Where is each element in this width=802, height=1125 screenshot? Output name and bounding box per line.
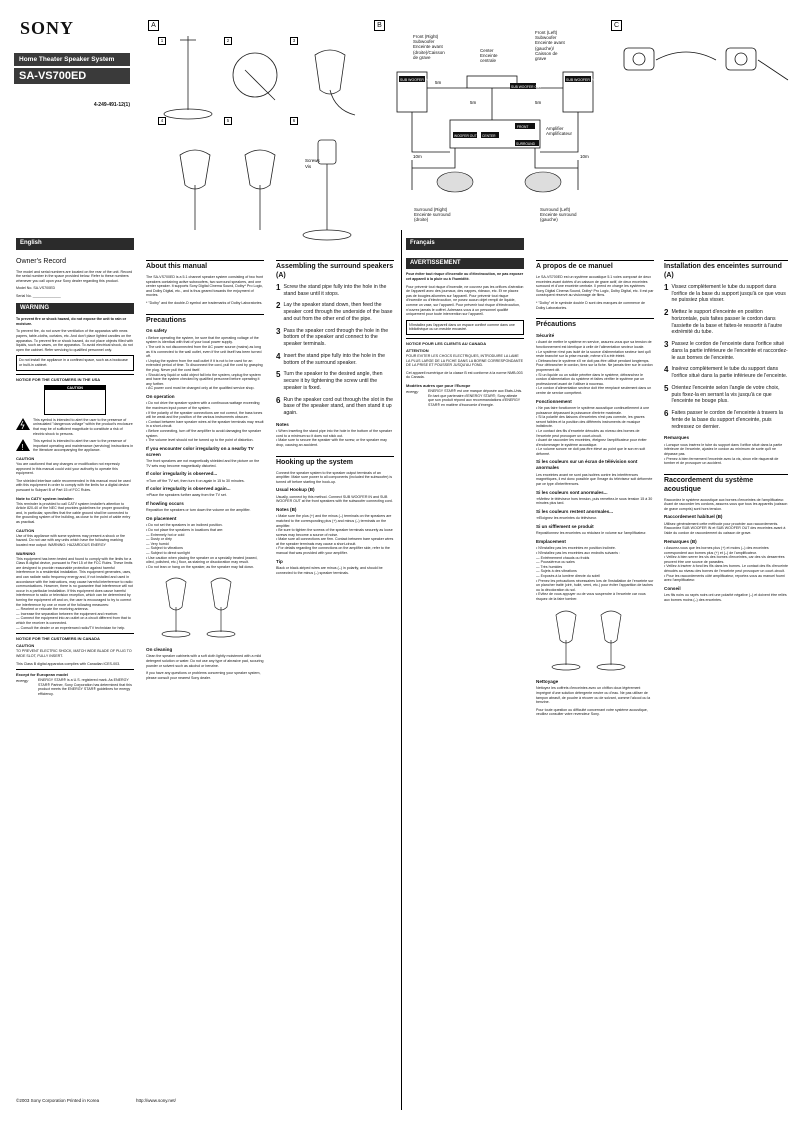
assembling-heading: Assembling the surround speakers (A) (276, 260, 394, 281)
precautions-heading: Precautions (146, 314, 264, 326)
placement-illustration-fr (536, 605, 646, 675)
surround-left-label: Surround (Left) Enceinte surround (gauche) (540, 207, 577, 223)
apropos-heading: A propos de ce manuel (536, 260, 654, 272)
hooking-heading: Hooking up the system (276, 456, 394, 468)
step-num-6: 6 (290, 117, 298, 125)
english-tab: English (16, 238, 134, 250)
svg-text:SUB WOOFER IN: SUB WOOFER IN (400, 78, 429, 82)
en-step-3: 3 Pass the speaker cord through the hole in the bottom of the speaker and connect to the speaker terminals. (276, 326, 389, 348)
front-left-label: Front (Left) Subwoofer Enceinte avant (gauche)/ Caisson de grave (535, 30, 565, 61)
svg-text:5m: 5m (535, 100, 542, 105)
part-number: 4-249-491-12(1) (93, 102, 130, 108)
fr-step-5: 5 Orientez l'enceinte selon l'angle de votre choix, puis fixez-la en serrant la vis jusqu'à ce que l'enceinte ne bouge plus. (664, 383, 780, 405)
svg-text:5m: 5m (435, 80, 442, 85)
amplifier-label: Amplifier Amplificateur (546, 126, 573, 137)
en-step-6: 6 Run the speaker cord out through the slot in the base of the speaker stand, and then stand it up again. (276, 395, 394, 417)
svg-text:10m: 10m (580, 154, 589, 159)
step-num-2: 2 (224, 37, 232, 45)
energy-star-logo-fr: energy (406, 389, 419, 395)
screws-label: Screws (305, 158, 320, 163)
svg-text:FRONT: FRONT (517, 125, 529, 129)
installation-heading: Installation des enceintes surround (A) (664, 260, 788, 281)
owners-record-title: Owner's Record (16, 257, 66, 265)
panel-a-illustration (140, 30, 390, 250)
energy-star-logo: energy (16, 678, 29, 684)
french-tab: Français (406, 238, 524, 250)
svg-text:5m: 5m (470, 100, 477, 105)
model-name: SA-VS700ED (14, 68, 130, 84)
svg-text:CENTER: CENTER (482, 134, 496, 138)
english-column-2: About this manual The SA-VS700ED is a 5.1 channel speaker system consisting of two front speakers containing active subwoofers, two surround speakers, and one center speaker. It supports Sony Digital Cinema Sound, Dolby* Pro Logic, and Dolby Digital, etc., and is thus geared towards the enjoyment of movies. * "Dolby" and the double-D symbol are trademarks of Dolby Laboratories. Precautions On safety • Before operating the system, be sure that the operating voltage of the system is identical with that of your local power supply. • The unit is not disconnected from the AC power source (mains) as long as it is connected to the wall outlet, even if the unit itself has been turned off. • Unplug the system from the wall outlet if it is not to be used for an extended period of time. To disconnect the cord, pull the cord by grasping the plug. Never pull the cord itself. • Should any liquid or solid object fall into the system, unplug the system and have the system checked by qualified personnel before operating it any further. • AC power cord must be changed only at the qualified service shop. On operation • Do not drive the speaker system with a continuous wattage exceeding the maximum input power of the system. • If the polarity of the speaker connections are not correct, the bass tones will be weak and the position of the various instruments obscure. • Contact between bare speaker wires at the speaker terminals may result in a short-circuit. • Before connecting, turn off the amplifier to avoid damaging the speaker system. • The volume level should not be turned up to the point of distortion. If you encounter color irregularity on a nearby TV screen The front speakers are not magnetically shielded and the picture on the TV sets may become magnetically distorted. If color irregularity is observed... ➔Turn off the TV set, then turn it on again in 15 to 30 minutes. If color irregularity is observed again... ➔Place the speakers further away from the TV set. If howling occurs Reposition the speakers or turn down the volume on the amplifier. On placement • Do not set the speakers in an inclined position. • Do not place the speakers in locations that are: — Extremely hot or cold — Dusty or dirty — Very humid — Subject to vibrations — Subject to direct sunlight • Use caution when placing the speaker on a specially treated (waxed, oiled, polished, etc.) floor, as staining or discoloration may result. • Do not lean or hang on the speaker, as the speaker may fall down. On cleaning Clean the speaker cabinets with a soft cloth lightly moistened with a mild detergent solution or water. Do not use any type of abrasive pad, scouring powder or solvent such as alcohol or benzine. If you have any questions or problems concerning your speaker system, please consult your nearest Sony dealer. (146, 258, 264, 683)
sony-url[interactable]: http://www.sony.net/ (136, 1098, 176, 1103)
panel-c-letter: C (611, 20, 622, 31)
svg-text:SURROUND: SURROUND (516, 142, 536, 146)
french-column-3: Installation des enceintes surround (A) 1 Vissez complètement le tube du support dans l'orifice de la base du support jusqu'à ce que vous ne puissiez plus visser. 2 Mettez le support d'enceinte en position horizontale, puis faites passer le cordon dans l'assiette de la base et faites-le ressortir à l'autre extrémité du tube. 3 Passez le cordon de l'enceinte dans l'orifice situé dans la partie inférieure de l'enceinte et raccordez-le aux bornes de l'enceinte. 4 Insérez complètement le tube du support dans l'orifice situé dans la partie inférieure de l'enceinte. 5 Orientez l'enceinte selon l'angle de votre choix, puis fixez-la en serrant la vis jusqu'à ce que l'enceinte ne bouge plus. 6 Faites passer le cordon de l'enceinte à travers la fente de la base du support d'enceinte, puis redressez ce dernier. Remarques • Lorsque vous insérez le tube du support dans l'orifice situé dans la partie inférieure de l'enceinte, ajustez le cordon au minimum de sorte qu'il ne dépasse pas. • Prenez à bien fermement l'enceinte avec la vis, sinon elle risquerait de tomber et de provoquer un accident. Raccordement du système acoustique Raccordez le système acoustique aux bornes d'enceintes de l'amplificateur. Avant de raccorder les cordons, assurez-vous que tous les appareils (caisson de grave compris) sont hors tension. Raccordement habituel (B) Utilisez généralement cette méthode pour procéder aux raccordements. Raccordez SUB WOOFER IN et SUB WOOFER OUT des enceintes avant à l'aide du cordon de raccordement du caisson de grave. Remarques (B) • Assurez-vous que les bornes plus (+) et moins (–) des enceintes correspondent aux bornes plus (+) et (–) de l'amplificateur. • Veillez à bien serrer les vis des bornes d'enceintes, car des vis desserrées peuvent être une source de parasites. • Veillez à insérer à fond les fils dans les bornes. Le contact des fils d'enceinte dénudés au niveau des bornes de l'enceinte peut provoquer un court-circuit. • Pour les raccordements côté amplificateur, reportez-vous au manuel fourni avec l'amplificateur. Conseil Les fils noirs ou rayés noirs ont une polarité négative (–) et doivent être reliés aux bornes moins (–) des enceintes. (664, 258, 788, 605)
en-step-2: 2 Lay the speaker stand down, then feed the speaker cord through the underside of the base and out from the other end of the pipe. (276, 301, 393, 322)
cover-header (14, 18, 130, 114)
english-column-1: English Owner's Record The model and serial numbers are located on the rear of the unit. Record the serial number in the space provided below. Refer to these numbers whenever you call upon your Sony dealer regarding this product. Model No. SA-VS700ED Serial No. ______________ WARNING To prevent fire or shock hazard, do not expose the unit to rain or moisture. To prevent fire, do not cover the ventilation of the apparatus with news papers, table-cloths, curtains, etc. And don't place lighted candles on the apparatus. To prevent fire or shock hazard, do not place objects filled with liquids, such as vases, on the apparatus. To avoid electrical shock, do not open the cabinet. Refer servicing to qualified personnel only. Do not install the appliance in a confined space, such as a bookcase or built-in cabinet. NOTICE FOR THE CUSTOMERS IN THE USA CAUTION This symbol is intended to alert the user to the presence of uninsulated "dangerous voltage" within the product's enclosure that may be of sufficient magnitude to constitute a risk of electric shock to persons. ! This symbol is intended to alert the user to the presence of important operating and maintenance (servicing) instructions in the literature accompanying the appliance. CAUTION You are cautioned that any changes or modification not expressly approved in this manual could void your authority to operate this equipment. The shielded interface cable recommended in this manual must be used with this equipment in order to comply with the limits for a digital device pursuant to Subpart B of Part 15 of FCC Rules. Note to CATV system installer: This reminder is provided to call CATV system installer's attention to Article 820-40 of the NEC that provides guidelines for proper grounding and, in particular, specifies that the cable ground shall be connected to the grounding system of the building, as close to the point of cable entry as practical. CAUTION Use of this appliance with some systems may present a shock or fire hazard. Do not use with any units which have the following marking located rear output: WARNING: HAZARDOUS ENERGY WARNING This equipment has been tested and found to comply with the limits for a Class B digital device, pursuant to Part 15 of the FCC Rules. These limits are designed to provide reasonable protection against harmful interference in a residential installation. This equipment generates, uses, and can radiate radio frequency energy and, if not installed and used in accordance with the instructions, may cause harmful interference to radio communications. However, there is no guarantee that interference will not occur in a particular installation. If this equipment does cause harmful interference to radio or television reception, which can be determined by turning the equipment off and on, the user is encouraged to try to correct the interference by one or more of the following measures: — Reorient or relocate the receiving antenna. — Increase the separation between the equipment and receiver. — Connect the equipment into an outlet on a circuit different from that to which the receiver is connected. — Consult the dealer or an experienced radio/TV technician for help. NOTICE FOR THE CUSTOMERS IN CANADA CAUTION TO PREVENT ELECTRIC SHOCK, MATCH WIDE BLADE OF PLUG TO WIDE SLOT, FULLY INSERT. This Class B digital apparatus complies with Canadian ICES-003. Except for European model energy ENERGY STAR® is a U.S. registered mark. As ENERGY STAR® Partner, Sony Corporation has determined that this product meets the ENERGY STAR® guidelines for energy efficiency. (16, 240, 134, 697)
svg-text:Vis: Vis (305, 164, 312, 169)
panel-b-letter: B (374, 20, 385, 31)
fr-step-2: 2 Mettez le support d'enceinte en position horizontale, puis faites passer le cordon dans l'assiette de la base et faites-le ressortir à l'autre extrémité du tube. (664, 308, 783, 336)
svg-text:WOOFER OUT: WOOFER OUT (454, 134, 477, 138)
warning-heading: WARNING (16, 303, 134, 315)
surround-right-label: Surround (Right) Enceinte surround (droite) (414, 207, 451, 223)
panel-a-letter: A (148, 20, 159, 31)
step-num-3: 3 (290, 37, 298, 45)
svg-text:SUB WOOFER IN: SUB WOOFER IN (566, 78, 595, 82)
placement-illustration (146, 572, 256, 642)
hookup-diagram (395, 60, 605, 200)
svg-text:!: ! (21, 443, 24, 452)
avertissement-heading: AVERTISSEMENT (406, 258, 524, 270)
en-step-4: 4 Insert the stand pipe fully into the hole in the bottom of the surround speaker. (276, 351, 385, 366)
exclamation-icon (16, 439, 30, 451)
product-line: Home Theater Speaker System (14, 53, 130, 66)
fr-step-1: 1 Vissez complètement le tube du support dans l'orifice de la base du support jusqu'à ce que vous ne puissiez plus visser. (664, 282, 786, 304)
fr-step-6: 6 Faites passer le cordon de l'enceinte à travers la fente de la base du support d'enceinte, puis redressez ce dernier. (664, 409, 783, 430)
fr-step-3: 3 Passez le cordon de l'enceinte dans l'orifice situé dans la partie inférieure de l'enceinte et raccordez-le aux bornes de l'enceinte. (664, 340, 788, 361)
terminal-illustration (616, 36, 796, 96)
french-column-2: A propos de ce manuel Le SA-VS700ED est un système acoustique 5.1 voies composé de deux enceintes avant dotées d'un caisson de grave actif, de deux enceintes surround et d'une enceinte centrale. Il prend en charge les systèmes Sony Digital Cinema Sound, Dolby* Pro Logic, Dolby Digital, etc. Il est par conséquent réservé au visionnage de films. * "Dolby" et le symbole double D sont des marques de commerce de Dolby Laboratories. Précautions Sécurité • Avant de mettre le système en service, assurez-vous que sa tension de fonctionnement est identique à celle de l'alimentation secteur locale. • Le système n'est pas isolé de la source d'alimentation secteur tant qu'il reste branché sur la prise murale, même s'il a été éteint. • Débranchez le système s'il ne doit pas être utilisé pendant longtemps. Pour débrancher le cordon, tirez sur la fiche. Ne jamais tirer sur le cordon proprement dit. • Si un liquide ou un solide pénètre dans le système, débranchez le cordon d'alimentation du système et faites vérifier le système par un professionnel avant de l'utiliser à nouveau. • Le cordon d'alimentation secteur doit être remplacé seulement dans un centre de service compétent. Fonctionnement • Ne pas faire fonctionner le système acoustique continuellement à une puissance dépassant la puissance d'entrée maximale. • Si la polarité des liaisons d'enceintes n'est pas correcte, les graves seront faibles et la position des différents instruments de musique indistincte. • Le contact des fils d'enceinte dénudés au niveau des bornes de l'enceinte peut provoquer un court-circuit. • Avant de raccorder les enceintes, éteignez l'amplificateur pour éviter d'endommager le système acoustique. • Le volume sonore ne doit pas être élevé au point que le son en soit déformé. Si les couleurs sur un écran de télévision sont anormales Les enceintes avant ne sont pas isolées contre les interférences magnétiques, il est donc possible que l'image du téléviseur soit déformée par ce type d'interférences. Si les couleurs sont anormales... ➔Mettez le téléviseur hors tension, puis remettez-le sous tension 15 à 30 minutes plus tard. Si les couleurs restent anormales... ➔Eloignez les enceintes du téléviseur. Si un sifflement se produit Repositionnez les enceintes ou réduisez le volume sur l'amplificateur. Emplacement • N'installez pas les enceintes en position inclinée. • N'installez pas les enceintes aux endroits suivants : — Extrêmement chauds ou froids — Poussiéreux ou sales — Très humides — Sujets à des vibrations — Exposés à la lumière directe du soleil • Prenez les précautions nécessaires lors de l'installation de l'enceinte sur un plancher traité (ciré, huilé, verni, etc.) pour éviter l'apparition de taches ou la décoloration du sol. • Evitez de vous appuyer ou de vous suspendre à l'enceinte car vous risquez de la faire tomber. Nettoyage Nettoyez les coffrets d'enceintes avec un chiffon doux légèrement imprégné d'une solution détergente neutre ou d'eau. Ne pas utiliser de tampon abrasif, de poudre à récurer ou de solvant, comme l'alcool ou la benzine. Pour toute question ou difficulté concernant votre système acoustique, veuillez consulter votre revendeur Sony. (536, 258, 654, 720)
svg-text:SUB WOOFER OUT: SUB WOOFER OUT (511, 85, 542, 89)
fr-step-4: 4 Insérez complètement le tube du support dans l'orifice situé dans la partie inférieure de l'enceinte. (664, 365, 788, 380)
about-heading: About this manual (146, 260, 264, 272)
en-step-5: 5 Turn the speaker to the desired angle, then secure it by tightening the screw until the speaker is fixed. (276, 370, 383, 391)
raccordement-heading: Raccordement du système acoustique (664, 474, 788, 495)
copyright: ©2003 Sony Corporation Printed in Korea (16, 1098, 100, 1103)
step-num-1: 1 (158, 37, 166, 45)
caution-label-box: CAUTION (44, 385, 106, 415)
precautions-fr-heading: Précautions (536, 318, 654, 330)
lightning-icon (16, 418, 30, 430)
french-column-1: Français AVERTISSEMENT Pour éviter tout risque d'incendie ou d'électrocution, ne pas exposer cet appareil à la pluie ou à l'humidité. Pour prévenir tout risque d'incendie, ne couvrez pas les orifices d'aération de l'appareil avec des journaux, des nappes, rideaux, etc. Et ne placez pas de bougies allumées sur l'appareil. Pour prévenir tout risque d'incendie ou d'électrocution, ne posez aucun objet rempli de liquide, comme un vase, sur l'appareil. Pour prévenir tout risque d'électrocution, n'ouvrez jamais le coffret. Adressez-vous à un personnel qualifié uniquement pour toute intervention sur l'appareil. N'installez pas l'appareil dans un espace confiné comme dans une bibliothèque ou un meuble encastré. NOTICE POUR LES CLIENTS AU CANADA ATTENTION POUR EVITER LES CHOCS ELECTRIQUES, INTRODUIRE LA LAME LA PLUS LARGE DE LA FICHE DANS LA BORNE CORRESPONDANTE DE LA PRISE ET POUSSER JUSQU'AU FOND. Cet appareil numérique de la classe B est conforme à la norme NMB-003 du Canada. Modèles autres que pour l'Europe energy ENERGY STAR® est une marque déposée aux Etats-Unis. En tant que partenaire d'ENERGY STAR®, Sony atteste que son produit répond aux recommandations d'ENERGY STAR® en matière d'économie d'énergie. (406, 240, 524, 407)
step-num-4: 4 (158, 117, 166, 125)
en-step-1: 1 Screw the stand pipe fully into the hole in the stand base until it stops. (276, 282, 387, 297)
english-column-3: Assembling the surround speakers (A) 1 Screw the stand pipe fully into the hole in the stand base until it stops. 2 Lay the speaker stand down, then feed the speaker cord through the underside of the base and out from the other end of the pipe. 3 Pass the speaker cord through the hole in the bottom of the speaker and connect to the speaker terminals. 4 Insert the stand pipe fully into the hole in the bottom of the surround speaker. 5 Turn the speaker to the desired angle, then secure it by tightening the screw until the speaker is fixed. 6 Run the speaker cord out through the slot in the base of the speaker stand, and then stand it up again. Notes • When inserting the stand pipe into the hole in the bottom of the speaker cord to a minimum so it does not stick out. • Make sure to secure the speaker with the screw, or the speaker may drop, causing an accident. Hooking up the system Connect the speaker system to the speaker output terminals of an amplifier. Make sure power to all components (included the subwoofer) is turned off before starting the hook-up. Usual Hookup (B) Usually, connect by this method. Connect SUB WOOFER IN and SUB WOOFER OUT at the front speakers with the subwoofer connecting cord. Notes (B) • Make sure the plus (+) and the minus (–) terminals on the speakers are matched to the corresponding plus (+) and minus (–) terminals on the amplifier. • Be sure to tighten the screws of the speaker terminals securely as loose screws may become a source of noise. • Make sure all connections are firm. Contact between bare speaker wires at the speaker terminals may cause a short-circuit. • For details regarding the connections on the amplifier side, refer to the manual that was provided with your amplifier. Tip Black or black-striped wires are minus (–) in polarity, and should be connected to the minus (–) speaker terminals. (276, 258, 394, 578)
svg-text:10m: 10m (413, 154, 422, 159)
center-label: Center Enceinte centrale (480, 48, 498, 64)
front-right-label: Front (Right) Subwoofer Enceinte avant (droite)/Caisson de grave (413, 34, 445, 60)
step-num-5: 5 (224, 117, 232, 125)
brand-logo: SONY (20, 18, 75, 38)
